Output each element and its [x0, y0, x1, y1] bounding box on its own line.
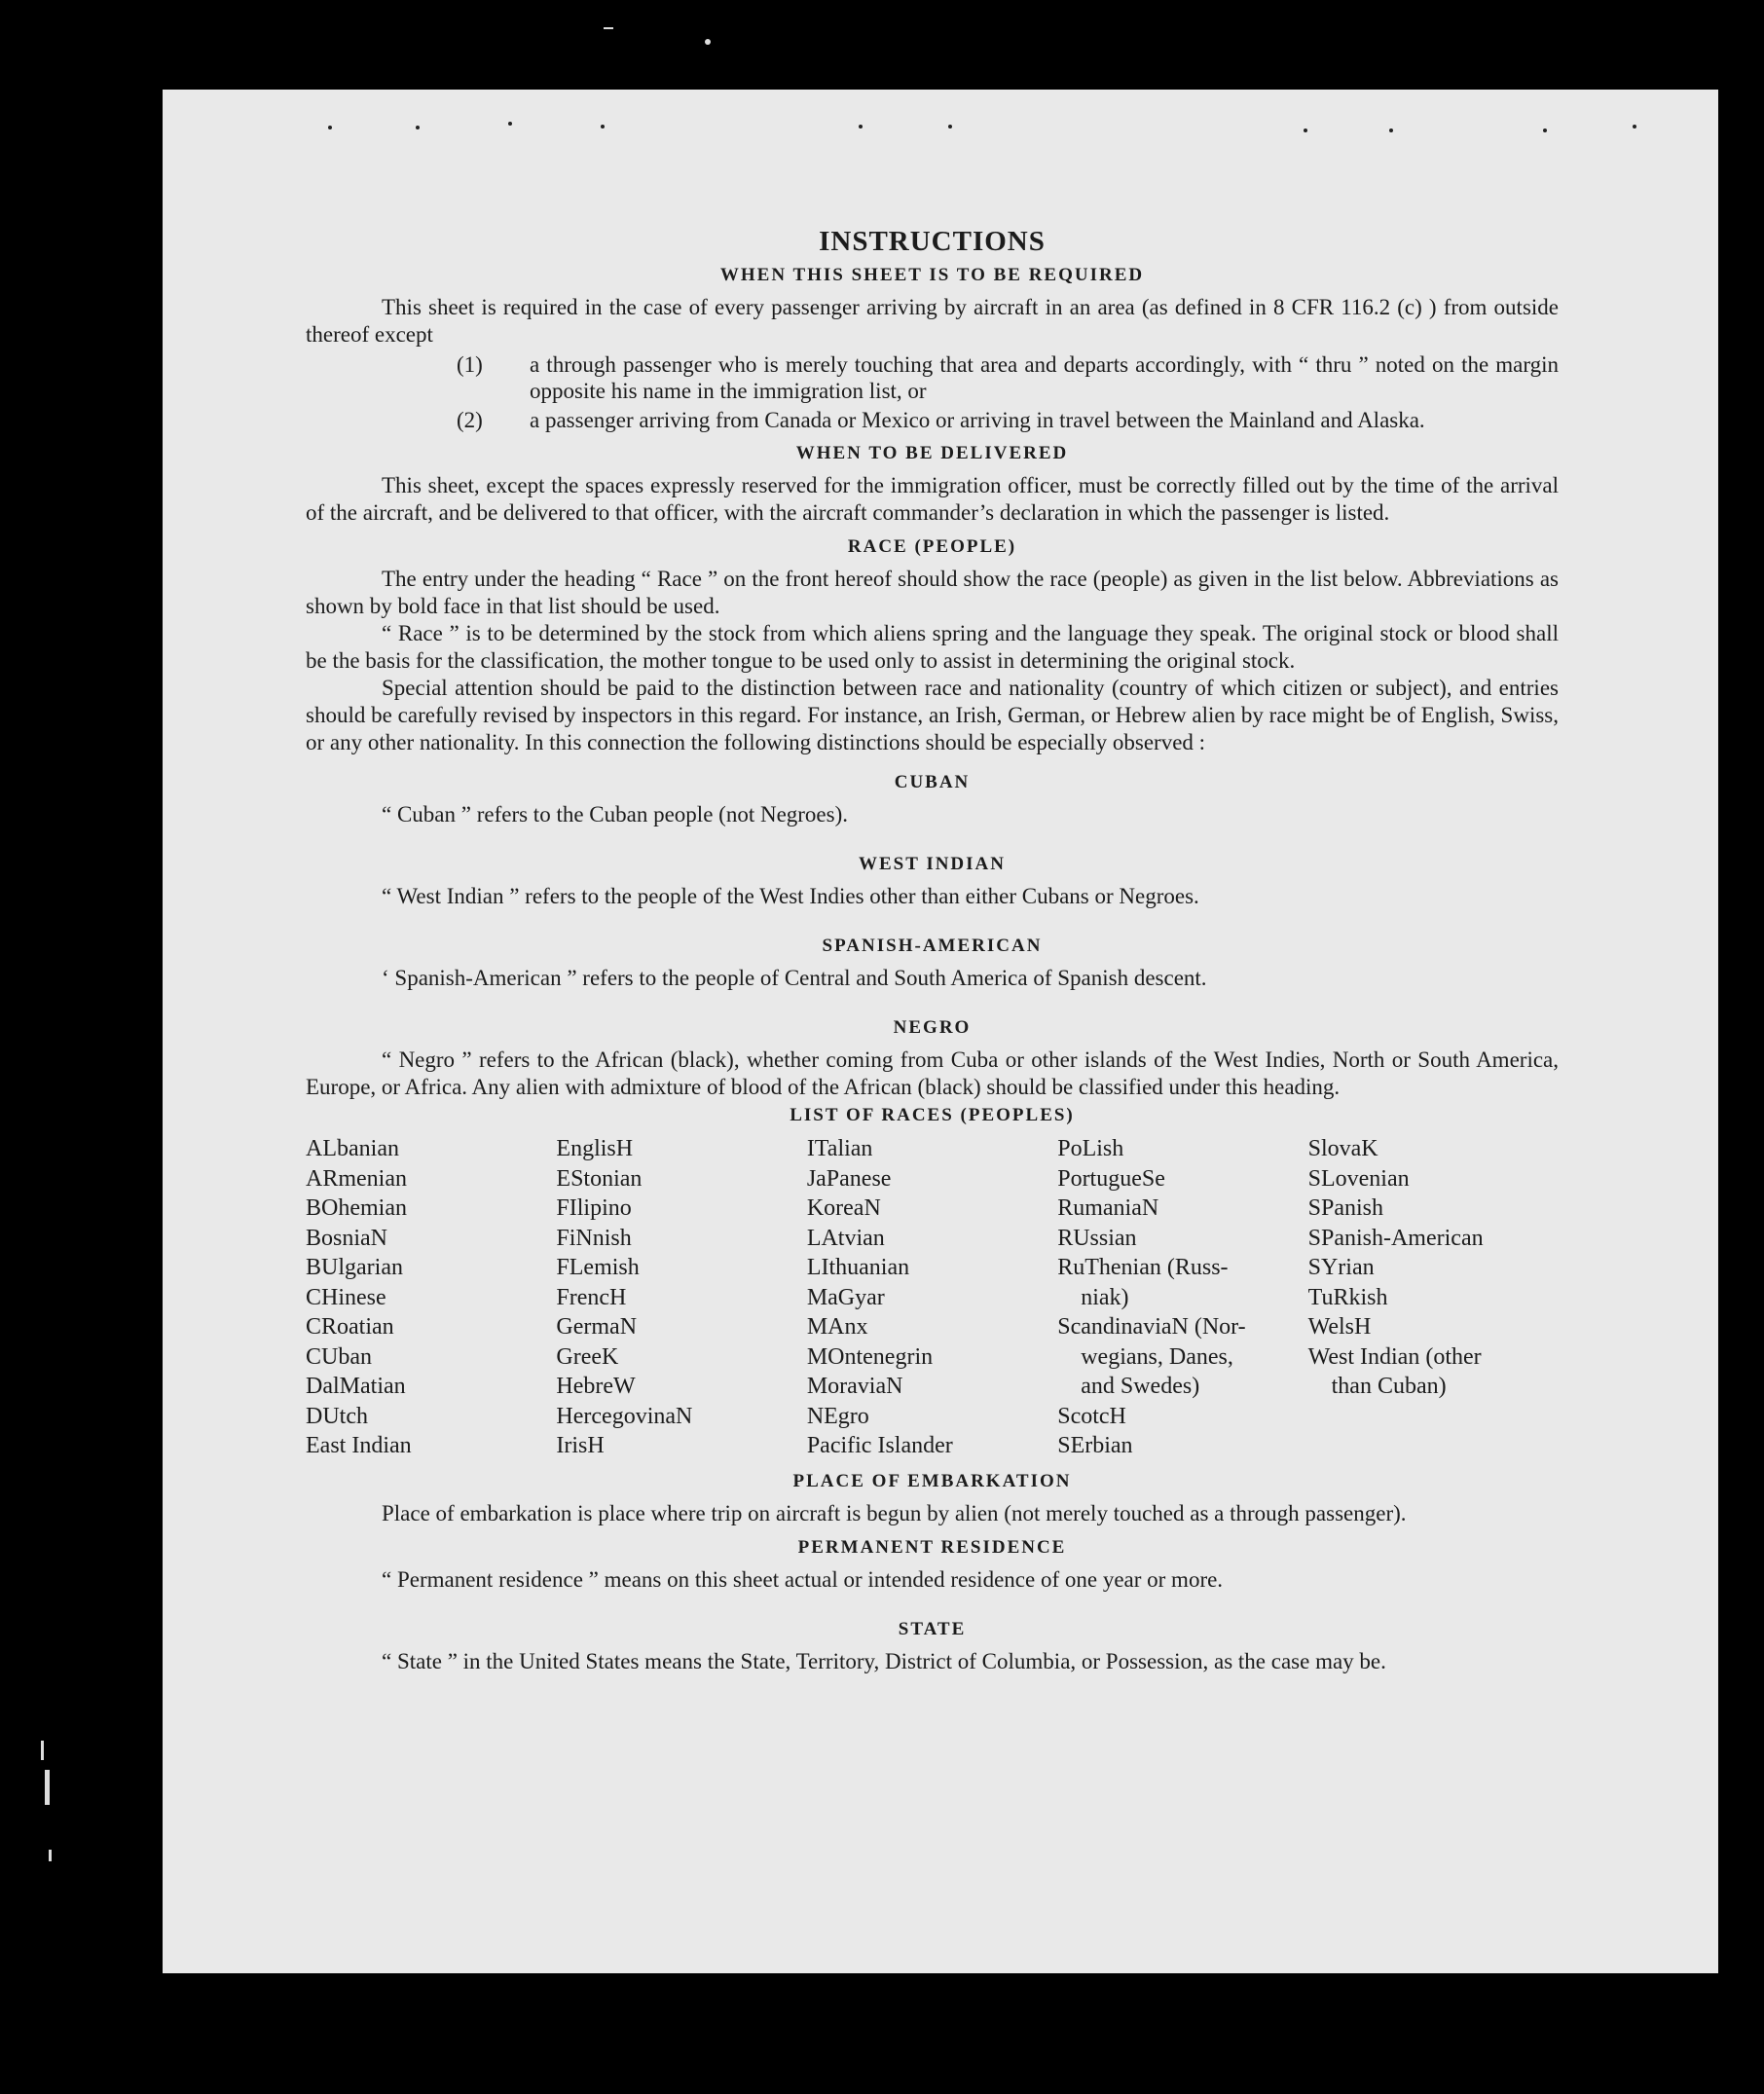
required-item — [306, 351, 1559, 404]
race-entry: BosniaN — [306, 1225, 387, 1251]
punch-dot — [328, 126, 332, 129]
race-entry: ScotcH — [1057, 1403, 1126, 1429]
race-entry: CRoatian — [306, 1314, 394, 1340]
race-entry-continued: and Swedes) — [1081, 1374, 1200, 1399]
punch-dot — [859, 125, 863, 129]
race-entry: CUban — [306, 1343, 372, 1370]
heading-negro: NEGRO — [893, 1017, 972, 1038]
item-number: (2) — [457, 408, 483, 432]
race-entry: FLemish — [556, 1255, 640, 1280]
required-intro: This sheet is required in the case of every passenger arriving by aircraft in an area (as defined in 8 CFR 116.2 (c) ) from outside thereof except — [306, 295, 1559, 347]
scan-mark — [41, 1741, 44, 1760]
residence-text: “ Permanent residence ” means on this sheet actual or intended residence of one year or more. — [382, 1566, 1224, 1592]
race-entry: RUssian — [1057, 1225, 1137, 1251]
item-number: (1) — [457, 352, 483, 377]
heading-required: WHEN THIS SHEET IS TO BE REQUIRED — [719, 265, 1145, 285]
heading-delivered: WHEN TO BE DELIVERED — [795, 443, 1069, 463]
heading-residence: PERMANENT RESIDENCE — [797, 1536, 1067, 1558]
heading-state: STATE — [898, 1618, 967, 1639]
race-entry: SErbian — [1057, 1433, 1133, 1458]
races-column — [1057, 1134, 1307, 1461]
race-entry: GermaN — [556, 1314, 638, 1340]
race-entry-continued: niak) — [1081, 1284, 1129, 1310]
state-text: “ State ” in the United States means the State, Territory, District of Columbia, or Possession, as the case may be. — [382, 1648, 1386, 1673]
heading-embarkation: PLACE OF EMBARKATION — [792, 1470, 1072, 1491]
race-entry: JaPanese — [806, 1165, 892, 1192]
race-entry: EStonian — [556, 1165, 643, 1192]
punch-dot — [948, 125, 952, 129]
races-list — [306, 1134, 1559, 1461]
race-entry: ALbanian — [306, 1136, 399, 1161]
race-entry: NEgro — [806, 1403, 869, 1429]
punch-dot — [601, 125, 605, 129]
race-entry: RuThenian (Russ- — [1057, 1255, 1229, 1280]
scan-mark — [604, 27, 613, 29]
race-entry: WelsH — [1307, 1314, 1372, 1340]
race-entry: GreeK — [556, 1343, 619, 1370]
race-entry: SlovaK — [1307, 1136, 1378, 1161]
heading-spanish-american: SPANISH-AMERICAN — [822, 936, 1043, 956]
punch-dot — [1633, 125, 1636, 129]
race-entry: FrencH — [556, 1284, 627, 1310]
scan-mark — [705, 39, 711, 45]
races-column — [807, 1134, 1057, 1461]
negro-text: “ Negro ” refers to the African (black), whether coming from Cuba or other islands of the West Indies, North or South America, Europe, or Africa. Any alien with admixture of blood of the African (black) should be classified under this heading. — [306, 1047, 1559, 1099]
race-entry: TuRkish — [1307, 1284, 1388, 1310]
race-entry-continued: wegians, Danes, — [1081, 1343, 1233, 1370]
race-entry: PoLish — [1057, 1136, 1124, 1161]
race-entry: MaGyar — [806, 1284, 885, 1310]
race-entry: RumaniaN — [1057, 1195, 1159, 1221]
race-entry: FiNnish — [556, 1225, 632, 1251]
races-column — [306, 1134, 556, 1461]
document-page — [163, 90, 1718, 1973]
race-paragraph: “ Race ” is to be determined by the stock from which aliens spring and the language they speak. The original stock or blood shall be the basis for the classification, the mother tongue to be used only to assist in determining the original stock. — [306, 621, 1559, 673]
race-entry: IrisH — [556, 1433, 605, 1458]
spanish-american-text: ‘ Spanish-American ” refers to the people of Central and South America of Spanish descent. — [382, 966, 1207, 990]
embarkation-text: Place of embarkation is place where trip on aircraft is begun by alien (not merely touched as a through passenger). — [382, 1500, 1407, 1525]
punch-dot — [1304, 129, 1307, 132]
race-entry: FIlipino — [556, 1195, 632, 1221]
punch-dot — [508, 122, 512, 126]
race-entry: LIthuanian — [806, 1255, 910, 1280]
race-entry: BOhemian — [306, 1195, 407, 1221]
race-entry: SPanish-American — [1307, 1225, 1484, 1251]
race-entry: CHinese — [306, 1284, 386, 1310]
delivered-text: This sheet, except the spaces expressly reserved for the immigration officer, must be correctly filled out by the time of the arrival of the aircraft, and be delivered to that officer, with the aircraft commander’s declaration in which the passenger is listed. — [306, 473, 1559, 525]
scan-mark — [45, 1770, 50, 1805]
race-entry: DUtch — [306, 1403, 368, 1429]
race-entry: MAnx — [806, 1314, 868, 1340]
race-entry-continued: than Cuban) — [1331, 1374, 1447, 1399]
item-text: a passenger arriving from Canada or Mexico or arriving in travel between the Mainland and Alaska. — [530, 408, 1425, 432]
race-entry: HercegovinaN — [556, 1403, 693, 1429]
race-entry: SLovenian — [1307, 1165, 1410, 1192]
race-entry: East Indian — [306, 1433, 412, 1458]
race-entry: MoraviaN — [806, 1374, 903, 1399]
race-paragraph: The entry under the heading “ Race ” on the front hereof should show the race (people) as given in the list below. Abbreviations as shown by bold face in that list should be used. — [306, 567, 1559, 618]
races-column — [556, 1134, 806, 1461]
race-entry: HebreW — [556, 1374, 636, 1399]
heading-cuban: CUBAN — [894, 772, 971, 792]
heading-west-indian: WEST INDIAN — [859, 854, 1006, 874]
race-entry: ITalian — [806, 1136, 873, 1161]
race-entry: BUlgarian — [306, 1255, 403, 1280]
west-indian-text: “ West Indian ” refers to the people of the West Indies other than either Cubans or Negroes. — [382, 884, 1199, 908]
race-entry: DalMatian — [306, 1374, 406, 1399]
race-entry: LAtvian — [806, 1225, 885, 1251]
instructions-body — [306, 226, 1559, 1675]
page-title: INSTRUCTIONS — [819, 226, 1046, 257]
heading-list-of-races: LIST OF RACES (PEOPLES) — [790, 1105, 1075, 1125]
race-entry: PortugueSe — [1057, 1165, 1165, 1192]
race-paragraph: Special attention should be paid to the distinction between race and nationality (country of which citizen or subject), and entries should be carefully revised by inspectors in this regard. For instance, an Irish, German, or Hebrew alien by race might be of English, Swiss, or any other nationality. In this connection the following distinctions should be especially observed : — [306, 676, 1559, 754]
race-entry: ScandinaviaN (Nor- — [1057, 1314, 1246, 1340]
punch-dot — [416, 126, 420, 129]
race-entry: ARmenian — [306, 1165, 407, 1192]
race-entry: SPanish — [1307, 1195, 1383, 1221]
race-entry: KoreaN — [806, 1195, 881, 1221]
race-entry: West Indian (other — [1307, 1343, 1482, 1370]
race-entry: EnglisH — [556, 1136, 634, 1161]
races-column — [1308, 1134, 1559, 1461]
race-entry: Pacific Islander — [806, 1433, 953, 1458]
scan-mark — [49, 1850, 52, 1861]
race-entry: MOntenegrin — [806, 1343, 934, 1370]
required-item — [306, 407, 1559, 433]
punch-dot — [1389, 129, 1393, 132]
cuban-text: “ Cuban ” refers to the Cuban people (not Negroes). — [382, 802, 849, 827]
item-text: a through passenger who is merely touching that area and departs accordingly, with “ thru ” noted on the margin opposite his name in the immigration list, or — [530, 352, 1559, 403]
heading-race: RACE (PEOPLE) — [847, 536, 1017, 557]
punch-dot — [1543, 129, 1547, 132]
race-entry: SYrian — [1307, 1255, 1375, 1280]
